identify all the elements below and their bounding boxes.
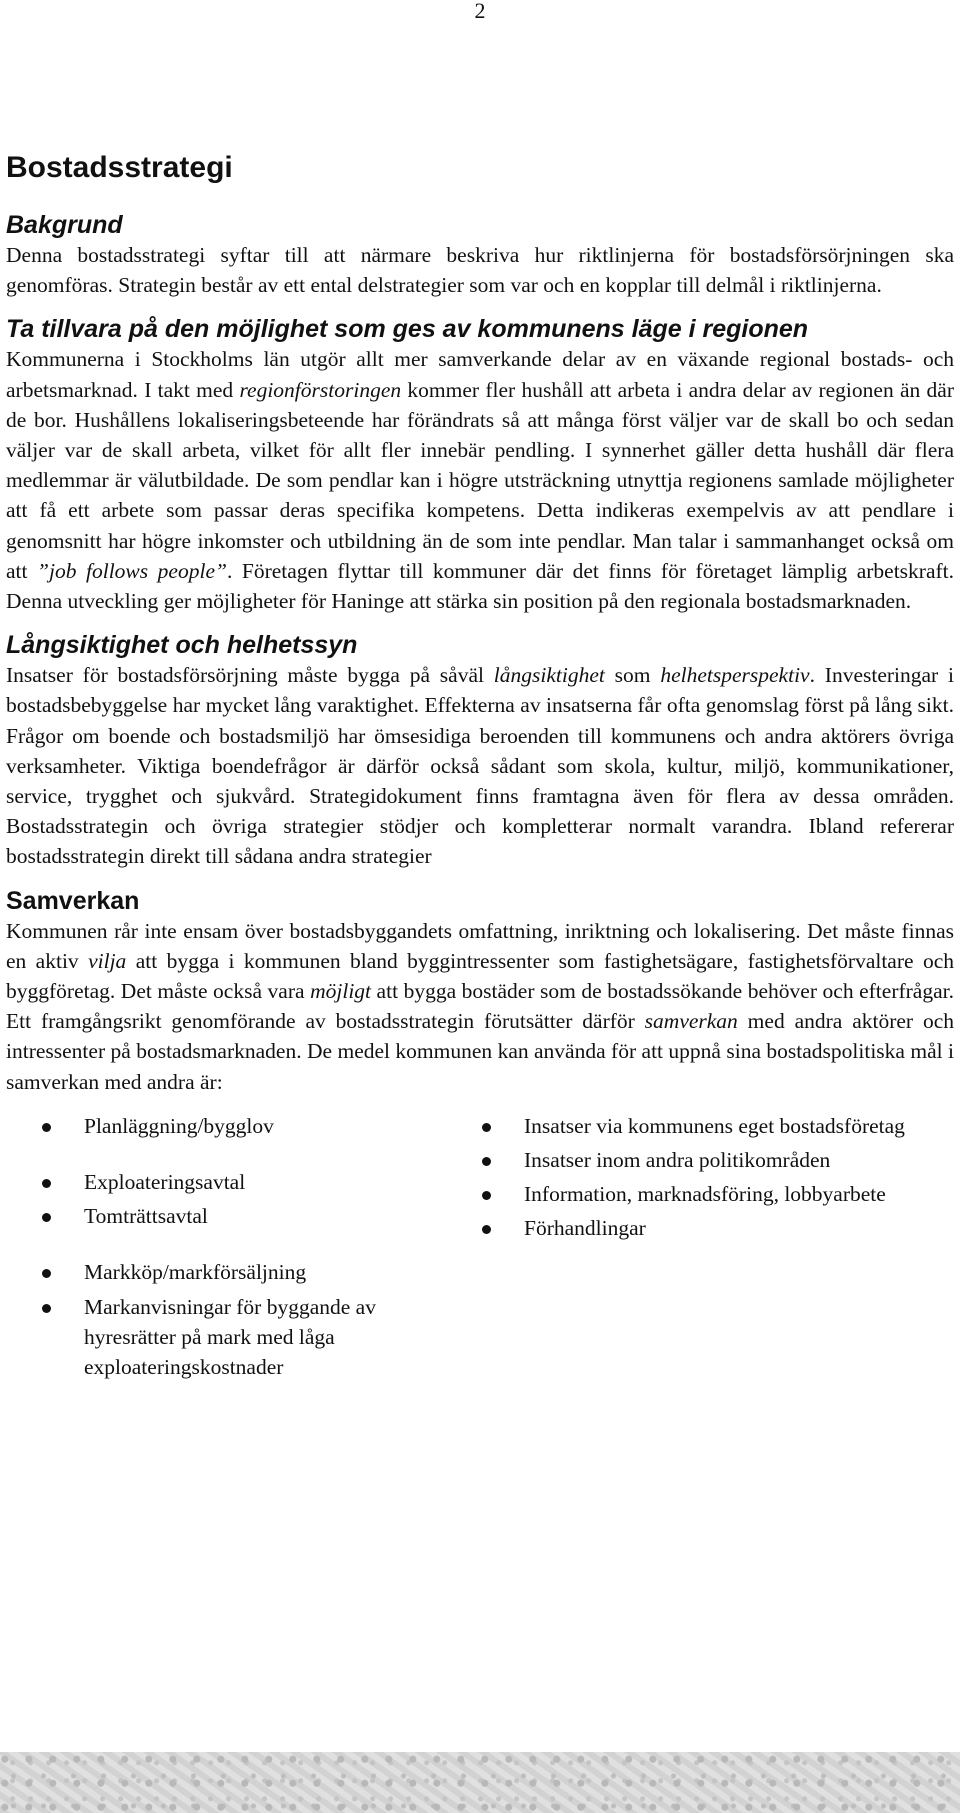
emphasis-mojligt: möjligt [310,979,372,1004]
list-item: Planläggning/bygglov [6,1111,446,1141]
text-run: . Företagen flyttar till kommuner där det finns för företaget lämplig arbetskraft. Denna utveckling ger möjligheter för Haninge att stärka sin position på den regionala bostadsmarknaden. [6,558,954,614]
decorative-footer-strip [0,1752,960,1813]
list-item: Exploateringsavtal [6,1167,446,1197]
text-run: Kommunerna i Stockholms län utgör allt mer samverkande delar av en växande regional bostads- och arbetsmarknad. I takt med [6,347,954,402]
section-heading-langsiktighet: Långsiktighet och helhetssyn [6,631,358,660]
list-item: Insatser via kommunens eget bostadsföretag [446,1111,954,1141]
section-text-bakgrund: Denna bostadsstrategi syftar till att närmare beskriva hur riktlinjerna för bostadsförsörjningen ska genomföras. Strategin består av ett ental delstrategier som var och en kopplar till delmål i riktlinjerna. [6,243,954,298]
text-run: som [604,663,661,688]
text-run: att bygga bostäder som de bostadssökande behöver och efterfrågar. Ett framgångsrikt genomförande av bostadsstrategin förutsätter därför [6,979,954,1034]
text-run: att bygga i kommunen bland byggintressenter som fastighetsägare, fastighetsförvaltare och byggföretag. Det måste också vara [6,948,954,1004]
section-regionen [6,314,954,616]
section-text-samverkan [6,916,954,1097]
emphasis-regionforstoringen: regionförstoringen [239,377,402,402]
emphasis-job-follows-people: ”job follows people” [37,558,227,583]
list-item: Tomträttsavtal [6,1201,446,1231]
section-bakgrund [6,210,954,300]
section-samverkan [6,886,954,1097]
bullet-lists [6,1111,954,1386]
text-run: . Investeringar i bostadsbebyggelse har mycket lång varaktighet. Effekterna av insatserna får ofta genomslag först på lång sikt. Frågor om boende och bostadsmiljö har ömsesidiga beroenden till kommunens och andra aktörers övriga verksamheter. Viktiga boendefrågor är därför också sådant som skola, kultur, miljö, kommunikationer, service, trygghet och sjukvård. Strategidokument finns framtagna även för flera av dessa områden. Bostadsstrategin och övriga strategier stödjer och kompletterar normalt varandra. Ibland refererar bostadsstrategin direkt till sådana andra strategier [6,663,954,869]
text-run: Insatser för bostadsförsörjning måste bygga på såväl [6,663,494,688]
section-text-regionen [6,344,954,616]
emphasis-helhetsperspektiv: helhetsperspektiv [660,663,810,688]
list-item: Information, marknadsföring, lobbyarbete [446,1179,954,1209]
emphasis-langsiktighet: långsiktighet [493,663,605,688]
section-heading-bakgrund: Bakgrund [6,211,123,239]
document-body [6,150,954,1386]
page-title: Bostadsstrategi [6,151,233,184]
text-run: Kommunen rår inte ensam över bostadsbyggandets omfattning, inriktning och lokalisering. Det måste finnas en aktiv [6,918,954,973]
section-heading-samverkan: Samverkan [6,886,140,915]
page-number: 2 [474,0,486,23]
list-item: Insatser inom andra politikområden [446,1145,954,1175]
emphasis-vilja: vilja [88,948,127,973]
section-text-langsiktighet [6,660,954,871]
bullet-list-right [446,1111,954,1386]
list-item: Markköp/markförsäljning [6,1257,446,1287]
emphasis-samverkan: samverkan [644,1009,738,1034]
text-run: med andra aktörer och intressenter på bostadsmarknaden. De medel kommunen kan använda för att uppnå sina bostadspolitiska mål i samverkan med andra är: [6,1009,954,1094]
list-item: Förhandlingar [446,1213,954,1243]
text-run: kommer fler hushåll att arbeta i andra delar av regionen än där de bor. Hushållens lokaliseringsbeteende har förändrats så att många först väljer var de skall bo och sedan väljer var de skall arbeta, vilket för allt fler innebär pendling. I synnerhet gäller detta hushåll där flera medlemmar är välutbildade. De som pendlar kan i högre utsträckning utnyttja regionens samlade möjligheter att få ett arbete som passar deras specifika kompetens. Detta indikeras exempelvis av att pendlare i genomsnitt har högre inkomster och utbildning än de som inte pendlar. Man talar i sammanhanget också om att [6,377,954,583]
section-heading-regionen: Ta tillvara på den möjlighet som ges av kommunens läge i regionen [6,315,809,344]
section-langsiktighet [6,630,954,871]
bullet-list-left [6,1111,446,1386]
list-item: Markanvisningar för byggande av hyresrätter på mark med låga exploateringskostnader [6,1292,446,1383]
